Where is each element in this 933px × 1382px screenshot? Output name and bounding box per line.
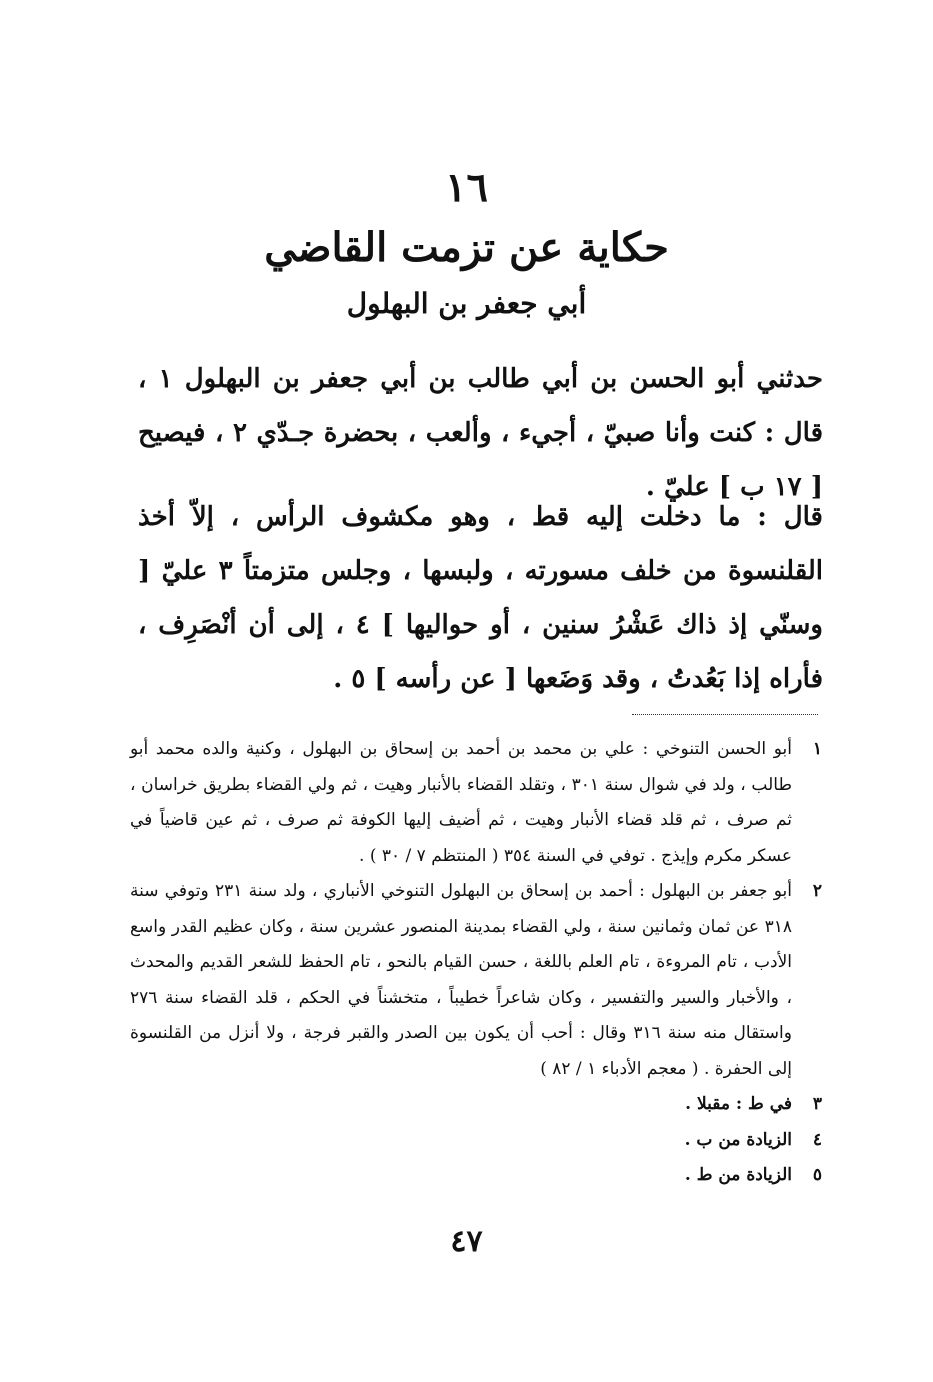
footnote-number: ٤ [812,1129,822,1150]
footnote-text: الزيادة من ب . [684,1129,792,1150]
footnote-number: ٣ [812,1094,822,1114]
footnote [130,732,822,874]
chapter-subtitle: أبي جعفر بن البهلول [346,287,587,320]
chapter-number: ١٦ [445,164,488,211]
footnote-number: ٥ [812,1165,822,1185]
footnote [130,1087,822,1123]
footnote-text: أبو جعفر بن البهلول : أحمد بن إسحاق بن البهلول التنوخي الأنباري ، ولد سنة ٢٣١ وتوفي سنة ٣١٨ عن ثمان وثمانين سنة ، ولي القضاء بمدينة المنصور عشرين سنة ، وكان عظيم القدر واسع الأدب ، تام المروءة ، تام العلم باللغة ، حسن القيام بالنحو ، تام الحفظ للشعر القديم والمحدث ، والأخبار والسير والتفسير ، وكان شاعراً خطيباً ، متخشناً في الحكم ، قلد القضاء سنة ٢٧٦ واستقال منه سنة ٣١٦ وقال : أحب أن يكون بين الصدر والقبر فرجة ، ولا أنزل من القلنسوة إلى الحفرة . ( معجم الأدباء ١ / ٨٢ ) [130,881,792,1079]
footnote-number: ٢ [812,881,822,901]
body-paragraph: قال : ما دخلت إليه قط ، وهو مكشوف الرأس ، إلاّ أخذ القلنسوة من خلف مسورته ، ولبسها ، وجلس متزمتاً ٣ عليّ [ وسنّي إذ ذاك عَشْرُ سنين ، أو حواليها ] ٤ ، إلى أن أنْصَرِف ، فأراه إذا بَعُدتُ ، وقد وَضَعها [ عن رأسه ] ٥ . [138,502,824,694]
page-number: ٤٧ [450,1224,483,1259]
footnote-text: أبو الحسن التنوخي : علي بن محمد بن أحمد بن إسحاق بن البهلول ، وكنية والده محمد أبو طالب ، ولد في شوال سنة ٣٠١ ، وتقلد القضاء بالأنبار وهيت ، ثم ولي القضاء بطريق خراسان ، ثم صرف ، ثم قلد قضاء الأنبار وهيت ، ثم أضيف إليها الكوفة ثم صرف ، ثم عين قاضياً في عسكر مكرم وإيذج . توفي في السنة ٣٥٤ ( المنتظم ٧ / ٣٠ ) . [130,739,792,866]
footnote-number: ١ [812,739,822,759]
chapter-title: حكاية عن تزمت القاضي [264,224,669,271]
body-paragraph: حدثني أبو الحسن بن أبي طالب بن أبي جعفر بن البهلول ١ ، قال : كنت وأنا صبيّ ، أجيء ، وألعب ، بحضرة جـدّي ٢ ، فيصيح [ ١٧ ب ] عليّ . [138,364,824,502]
footnotes-section [130,732,822,1194]
footnote [130,1158,822,1194]
footnote-text: في ط : مقبلا . [685,1094,792,1114]
footnote-divider [632,714,818,715]
footnote [130,874,822,1087]
footnote [130,1123,822,1159]
footnote-text: الزيادة من ط . [684,1165,792,1185]
